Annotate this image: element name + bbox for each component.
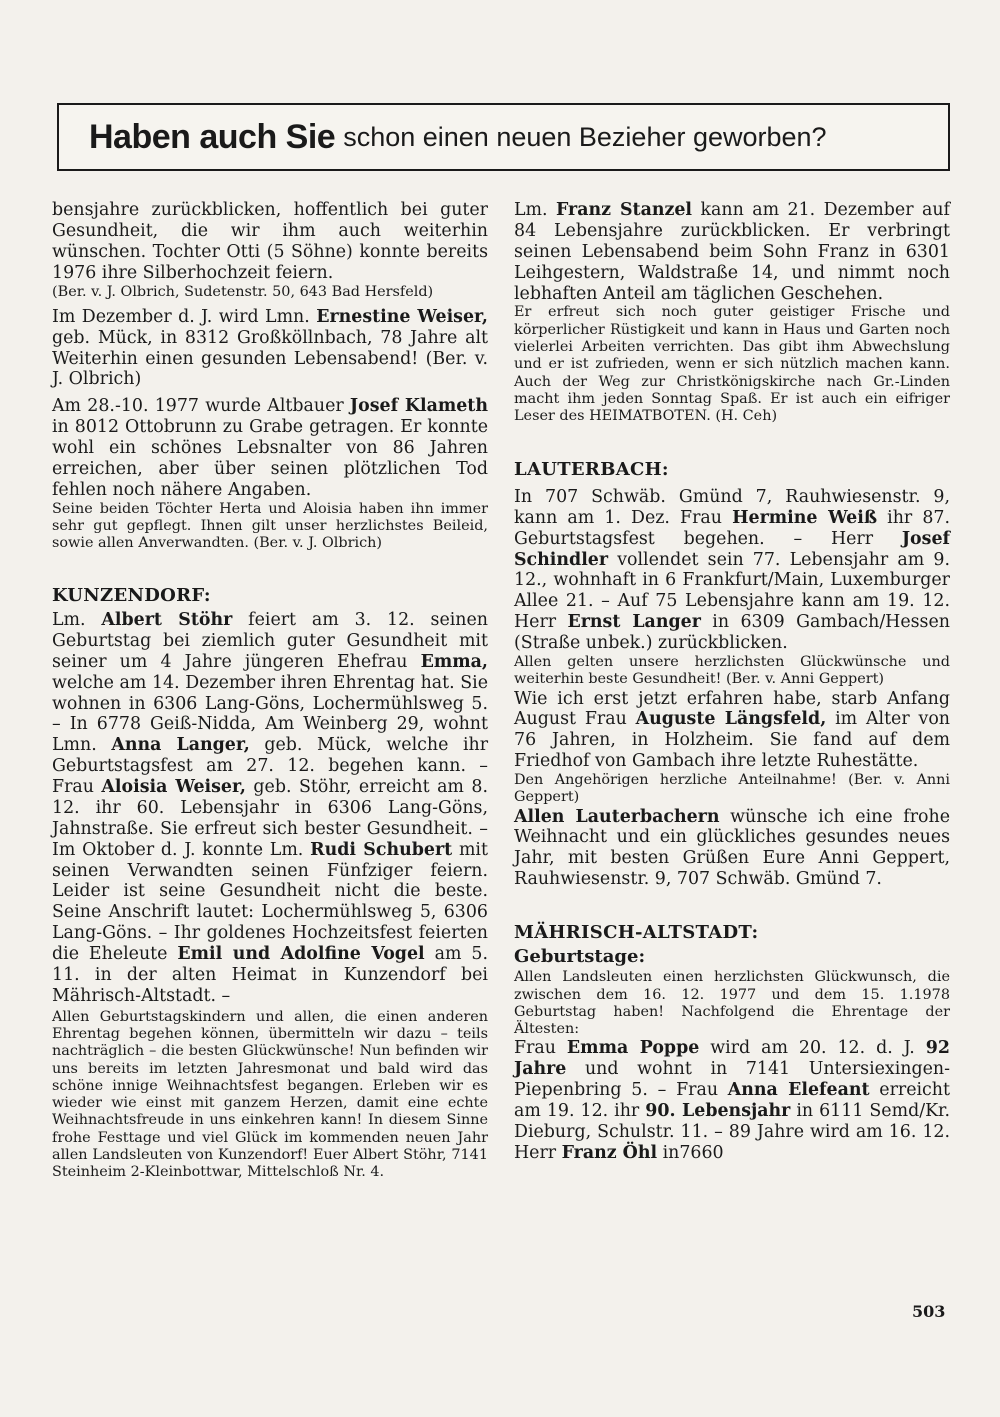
person-name: Anna Langer, [111,735,250,756]
report-note: Den Angehörigen herzliche Anteilnahme! (Ber. v. Anni Geppert) [514,772,950,806]
person-name: Auguste Längsfeld, [635,709,827,730]
person-name: Josef Schindler [514,528,950,570]
paragraph: In 707 Schwäb. Gmünd 7, Rauhwiesenstr. 9, kann am 1. Dez. Frau Hermine Weiß ihr 87. Geburtstagsfest begehen. – Herr Josef Schindler vollendet sein 77. Lebensjahr am 9. 12., wohnhaft in 6 Frankfurt/Main, Luxemburger Allee 21. – Auf 75 Lebensjahre kann am 19. 12. Herr Ernst Langer in 6309 Gambach/Hessen (Straße unbek.) zurückblicken. [514,486,950,654]
greeting-note: Allen Geburtstagskindern und allen, die einen anderen Ehrentag begehen können, übermitteln wir dazu – teils nachträglich – die besten Glückwünsche! Nun befinden wir uns bereits im letzten Jahresmonat und bald wird das schöne innige Weihnachtsfest begangen. Erleben wir es wieder wie einst mit ganzem Herzen, damit eine echte Weihnachtsfreude in uns einkehren kann! In diesem Sinne frohe Festtage und viel Glück im kommenden neuen Jahr allen Landsleuten von Kunzendorf! Euer Albert Stöhr, 7141 Steinheim 2-Kleinbottwar, Mittelschloß Nr. 4. [52,1008,488,1181]
birthday-intro: Allen Landsleuten einen herzlichsten Glückwunsch, die zwischen dem 16. 12. 1977 und dem 15. 1.1978 Geburtstag haben! Nachfolgend die Ehrentage der Ältesten: [514,969,950,1038]
person-name: Emma, [420,651,488,672]
person-name: Emma Poppe [566,1038,700,1059]
paragraph: bensjahre zurückblicken, hoffentlich bei guter Gesundheit, die wir ihm auch weiterhin wünschen. Tochter Otti (5 Söhne) konnte bereits 1976 ihre Silberhochzeit feiern. [52,200,488,283]
paragraph: Am 28.-10. 1977 wurde Altbauer Josef Klameth in 8012 Ottobrunn zu Grabe getragen. Er konnte wohl ein schönes Lebsnalter von 86 Jahren erreichen, aber über seinen plötzlichen Tod fehlen noch nähere Angaben. [52,396,488,500]
person-name: Emil und Adolfine Vogel [177,944,425,965]
person-name: Ernestine Weiser, [316,306,488,327]
age-highlight: 92 Jahre [514,1038,950,1080]
person-name: Albert Stöhr [101,610,233,631]
paragraph: Frau Emma Poppe wird am 20. 12. d. J. 92 Jahre und wohnt in 7141 Untersiexingen-Piepenbring 5. – Frau Anna Elefeant erreicht am 19. 12. ihr 90. Lebensjahr in 6111 Semd/Kr. Dieburg, Schulstr. 11. – 89 Jahre wird am 16. 12. Herr Franz Öhl in7660 [514,1038,950,1163]
section-heading-kunzendorf: KUNZENDORF: [52,584,211,606]
paragraph: Wie ich erst jetzt erfahren habe, starb Anfang August Frau Auguste Längsfeld, im Alter von 76 Jahren, in Holzheim. Sie fand auf dem Friedhof von Gambach ihre letzte Ruhestätte. [514,688,950,772]
person-name: Franz Stanzel [556,200,693,220]
subheading-geburtstage: Geburtstage: [514,945,646,967]
paragraph: Lm. Albert Stöhr feiert am 3. 12. seinen Geburtstag bei ziemlich guter Gesundheit mit seiner um 4 Jahre jüngeren Ehefrau Emma, welche am 14. Dezember ihren Ehrentag hat. Sie wohnen in 6306 Lang-Göns, Lochermühlsweg 5. – In 6778 Geiß-Nidda, Am Weinberg 29, wohnt Lmn. Anna Langer, geb. Mück, welche ihr Geburtstagsfest am 27. 12. begehen kann. – Frau Aloisia Weiser, geb. Stöhr, erreicht am 8. 12. ihr 60. Lebensjahr in 6306 Lang-Göns, Jahnstraße. Sie erfreut sich bester Gesundheit. – Im Oktober d. J. konnte Lm. Rudi Schubert mit seinen Verwandten seinen Fünfziger feiern. Leider ist seine Gesundheit nicht die beste. Seine Anschrift lautet: Lochermühlsweg 5, 6306 Lang-Göns. – Ihr goldenes Hochzeitsfest feierten die Eheleute Emil und Adolfine Vogel am 5. 11. in der alten Heimat in Kunzendorf bei Mährisch-Altstadt. – [52,610,489,1006]
paragraph: Lm. Franz Stanzel kann am 21. Dezember auf 84 Lebensjahre zurückblicken. Er verbringt seinen Lebensabend beim Sohn Franz in 6301 Leihgestern, Waldstraße 14, und nimmt noch lebhaften Anteil am täglichen Geschehen. [514,200,950,304]
age-highlight: 90. Lebensjahr [645,1101,791,1121]
right-column [514,200,950,1164]
person-name: Anna Elefeant [727,1080,870,1101]
person-name: Ernst Langer [567,612,701,633]
left-column [52,200,488,1182]
person-name: Hermine Weiß [732,507,878,528]
person-name: Aloisia Weiser, [101,777,246,798]
person-name: Franz Öhl [561,1142,658,1163]
report-note: Er erfreut sich noch guter geistiger Frische und körperlicher Rüstigkeit und kann in Haus und Garten noch vielerlei Arbeiten verrichten. Das gibt ihm Abwechslung und er ist zufrieden, wenn er sich nützlich machen kann. Auch der Weg zur Christkönigskirche nach Gr.-Linden macht ihm jeden Sonntag Spaß. Er ist auch ein eifriger Leser des HEIMATBOTEN. (H. Ceh) [514,304,950,425]
page-number: 503 [912,1302,946,1321]
banner-light-text: schon einen neuen Bezieher geworben? [343,121,827,152]
person-name: Rudi Schubert [310,839,453,860]
paragraph: Allen Lauterbachern wünsche ich eine frohe Weihnacht und ein glückliches gesundes neues Jahr, mit besten Grüßen Eure Anni Geppert, Rauhwiesenstr. 9, 707 Schwäb. Gmünd 7. [514,806,950,890]
subscriber-banner [57,103,950,171]
person-name: Allen Lauterbachern [514,806,720,827]
banner-bold-text: Haben auch Sie [89,117,336,156]
report-note: Allen gelten unsere herzlichsten Glückwünsche und weiterhin beste Gesundheit! (Ber. v. Anni Geppert) [514,653,950,688]
section-heading-maehrisch-altstadt: MÄHRISCH-ALTSTADT: [514,922,759,944]
section-heading-lauterbach: LAUTERBACH: [514,459,669,481]
report-note: (Ber. v. J. Olbrich, Sudetenstr. 50, 643 Bad Hersfeld) [52,283,434,300]
report-note: Seine beiden Töchter Herta und Aloisia haben ihn immer sehr gut gepflegt. Ihnen gilt unser herzlichstes Beileid, sowie allen Anverwandten. (Ber. v. J. Olbrich) [52,500,488,552]
person-name: Josef Klameth [349,396,488,417]
paragraph: Im Dezember d. J. wird Lmn. Ernestine Weiser, geb. Mück, in 8312 Großköllnbach, 78 Jahre alt Weiterhin einen gesunden Lebensabend! (Ber. v. J. Olbrich) [52,306,488,390]
